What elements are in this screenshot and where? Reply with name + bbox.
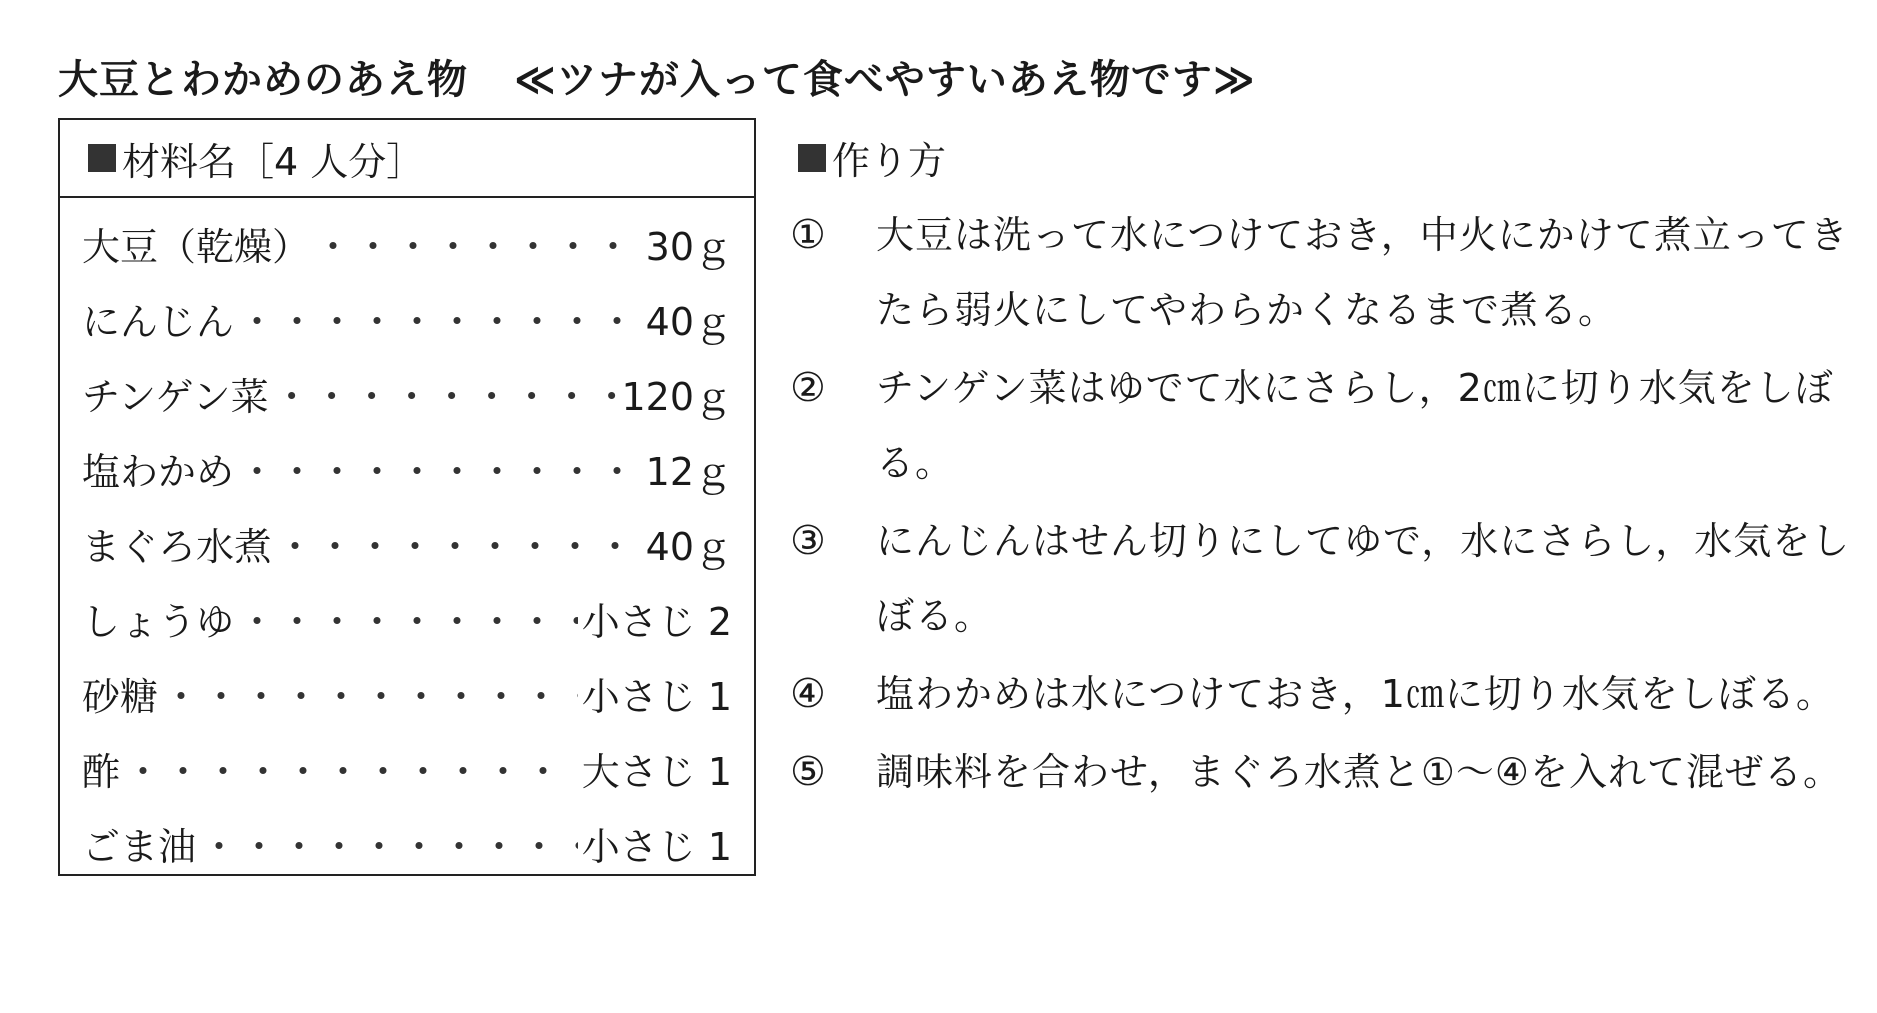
step-item — [790, 504, 1860, 654]
ingredient-amount: 30ｇ — [645, 225, 732, 269]
recipe-subtitle: ≪ツナが入って食べやすいあえ物です≫ — [514, 57, 1256, 103]
ingredient-name: しょうゆ — [82, 600, 235, 644]
ingredients-box — [58, 118, 756, 876]
ingredient-row — [82, 281, 732, 356]
ingredient-amount: 小さじ 2 — [581, 600, 732, 644]
ingredients-header — [60, 120, 754, 198]
ingredient-name: 大豆（乾燥） — [82, 225, 311, 269]
step-number: ② — [790, 365, 826, 411]
ingredient-name: 砂糖 — [82, 675, 159, 719]
leader-dots — [124, 741, 578, 796]
ingredient-amount: 40ｇ — [645, 525, 732, 569]
ingredient-row — [82, 656, 732, 731]
step-number: ① — [790, 212, 826, 258]
ingredient-name: 酢 — [82, 750, 121, 794]
method-header — [798, 130, 946, 185]
recipe-name: 大豆とわかめのあえ物 — [58, 57, 468, 103]
ingredient-amount: 小さじ 1 — [581, 825, 732, 869]
square-bullet-icon — [88, 144, 116, 172]
step-number: ⑤ — [790, 749, 826, 795]
ingredient-list — [60, 198, 754, 881]
ingredient-name: チンゲン菜 — [82, 375, 269, 419]
ingredient-row — [82, 356, 732, 431]
ingredient-row — [82, 731, 732, 806]
ingredient-name: ごま油 — [82, 825, 197, 869]
ingredient-amount: 12ｇ — [645, 450, 732, 494]
leader-dots — [276, 516, 642, 571]
square-bullet-icon — [798, 144, 826, 172]
method-header-label: 作り方 — [832, 139, 947, 183]
ingredient-row — [82, 806, 732, 881]
ingredient-name: 塩わかめ — [82, 450, 235, 494]
step-text: 塩わかめは水につけておき，1㎝に切り水気をしぼる。 — [876, 672, 1835, 716]
ingredients-header-label: 材料名［4 人分］ — [122, 139, 425, 184]
step-item — [790, 657, 1860, 732]
leader-dots — [238, 591, 578, 646]
step-text: 大豆は洗って水につけておき，中火にかけて煮立ってきたら弱火にしてやわらかくなるまで煮る。 — [876, 213, 1849, 332]
leader-dots — [238, 291, 642, 346]
step-text: 調味料を合わせ，まぐろ水煮と①～④を入れて混ぜる。 — [876, 750, 1842, 794]
step-number: ④ — [790, 671, 826, 717]
step-number: ③ — [790, 518, 826, 564]
step-item — [790, 735, 1860, 810]
leader-dots — [162, 666, 578, 721]
step-item — [790, 198, 1860, 348]
step-text: にんじんはせん切りにしてゆで，水にさらし，水気をしぼる。 — [876, 519, 1851, 638]
ingredient-row — [82, 431, 732, 506]
step-text: チンゲン菜はゆでて水にさらし，2㎝に切り水気をしぼる。 — [876, 366, 1834, 485]
ingredient-amount: 120ｇ — [621, 375, 732, 419]
leader-dots — [314, 216, 642, 271]
recipe-title — [58, 48, 1256, 105]
ingredient-name: にんじん — [82, 300, 235, 344]
leader-dots — [200, 816, 578, 871]
ingredient-amount: 小さじ 1 — [581, 675, 732, 719]
ingredient-row — [82, 581, 732, 656]
ingredient-name: まぐろ水煮 — [82, 525, 273, 569]
method-steps — [790, 198, 1860, 813]
step-item — [790, 351, 1860, 501]
leader-dots — [273, 366, 618, 421]
ingredient-row — [82, 206, 732, 281]
ingredient-amount: 大さじ 1 — [581, 750, 732, 794]
ingredient-row — [82, 506, 732, 581]
leader-dots — [238, 441, 642, 496]
ingredient-amount: 40ｇ — [645, 300, 732, 344]
